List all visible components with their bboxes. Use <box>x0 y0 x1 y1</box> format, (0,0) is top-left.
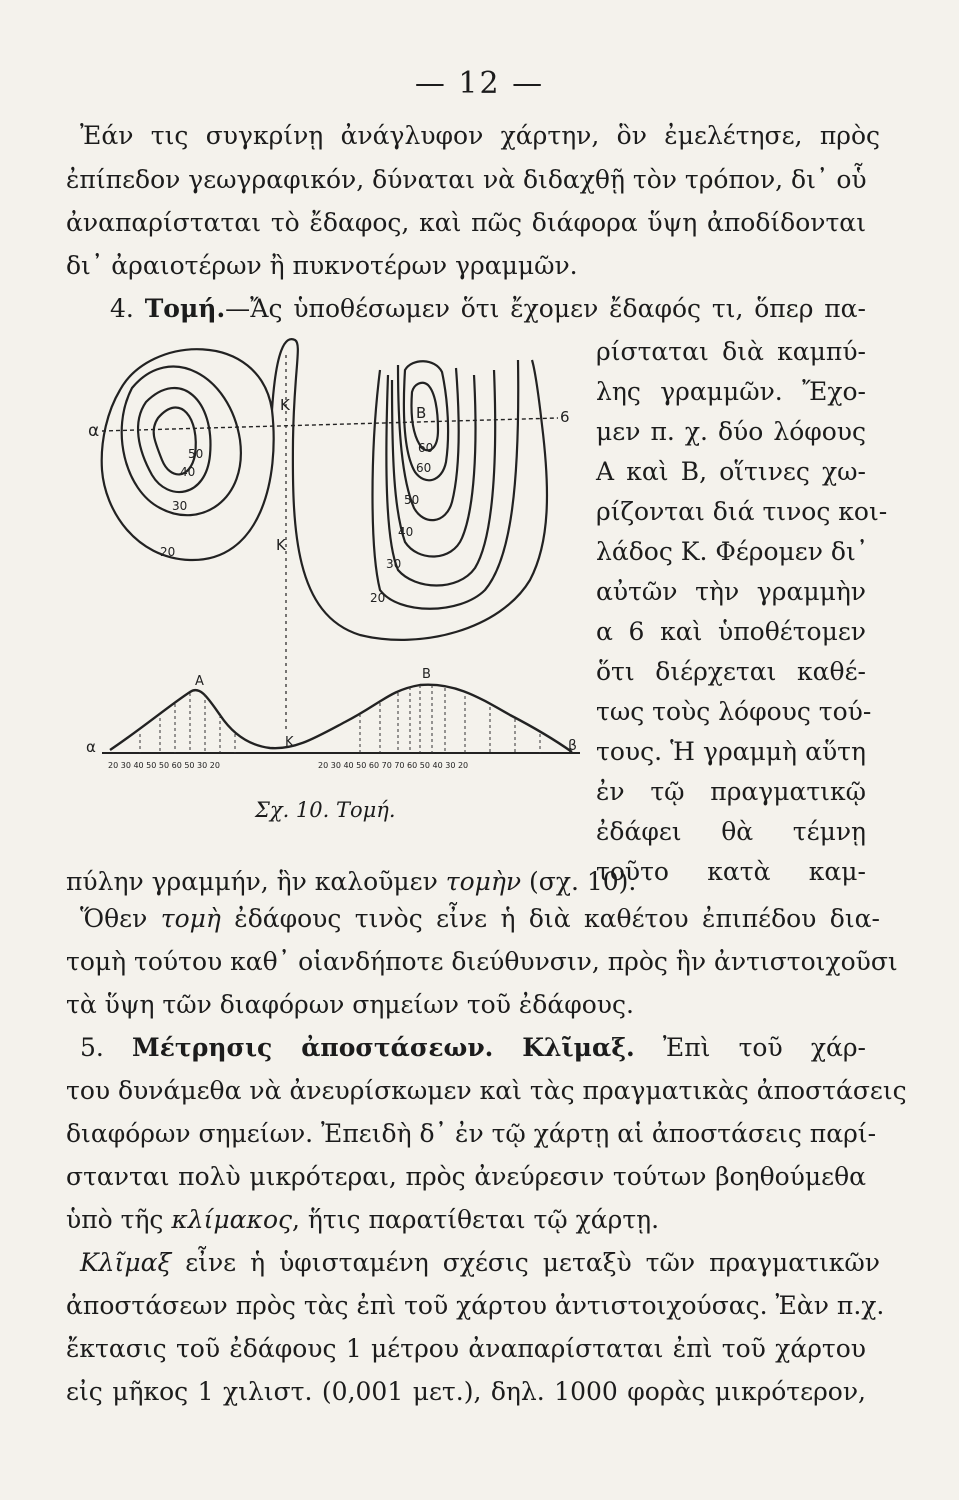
label-b-60b: 60 <box>416 461 432 475</box>
figure-contour-and-profile <box>80 330 590 830</box>
section-4-number: 4. <box>110 294 134 323</box>
section-5-heading <box>80 1030 866 1066</box>
after-fig-line-2-a: Ὅθεν <box>80 904 161 933</box>
figure-caption: Σχ. 10. Τομή. <box>255 798 396 822</box>
right-col-line-14: τοῦτο κατὰ καμ- <box>596 857 866 886</box>
right-col-line-13: ἐδάφει θὰ τέμνῃ <box>596 817 866 846</box>
para1-line-4: δι᾽ ἀραιοτέρων ἢ πυκνοτέρων γραμμῶν. <box>66 251 578 280</box>
page-number: — 12 — <box>414 66 545 101</box>
after-fig-line-3: τομὴ τούτου καθ᾽ οἱανδήποτε διεύθυνσιν, πρὸς ἣν ἀντιστοιχοῦσι <box>66 947 898 976</box>
para1-line-3: ἀναπαρίσταται τὸ ἔδαφος, καὶ πῶς διάφορα ὕψη ἀποδίδονται <box>66 208 866 237</box>
label-b-40: 40 <box>398 525 414 539</box>
section-5-line-3: διαφόρων σημείων. Ἐπειδὴ δ᾽ ἐν τῷ χάρτῃ αἱ ἀποστάσεις παρί- <box>66 1119 877 1148</box>
right-col-line-2: λης γραμμῶν. Ἔχο- <box>596 377 866 406</box>
label-profile-beta: β <box>568 738 577 754</box>
section-5-line-5-b: , ἥτις παρατίθεται τῷ χάρτῃ. <box>292 1205 660 1234</box>
right-col-line-11: τους. Ἡ γραμμὴ αὕτη <box>596 737 866 766</box>
right-col-line-3: μεν π. χ. δύο λόφους <box>596 417 866 446</box>
label-b-50: 50 <box>404 493 420 507</box>
section-5-line-5-a: ὑπὸ τῆς <box>66 1205 172 1234</box>
after-fig-line-2 <box>66 901 880 937</box>
section-5-line-5-term: κλίμακος <box>171 1205 293 1234</box>
right-col-line-8: α 6 καὶ ὑποθέτομεν <box>596 617 866 646</box>
profile-curve <box>110 685 572 752</box>
label-a-30: 30 <box>172 499 188 513</box>
hill-b-contour-30 <box>386 370 495 586</box>
final-para-line-4: εἰς μῆκος 1 χιλιστ. (0,001 μετ.), δηλ. 1000 φορὰς μικρότερον, <box>66 1377 866 1406</box>
after-fig-line-4: τὰ ὕψη τῶν διαφόρων σημείων τοῦ ἐδάφους. <box>66 990 634 1019</box>
label-alpha-top: α <box>88 421 100 441</box>
section-5-line-2: του δυνάμεθα νὰ ἀνευρίσκωμεν καὶ τὰς πραγματικὰς ἀποστάσεις <box>66 1076 907 1105</box>
label-profile-alpha: α <box>86 738 96 756</box>
label-b-20: 20 <box>370 591 386 605</box>
right-col-line-4: Α καὶ Β, οἵτινες χω- <box>596 457 866 486</box>
label-k-bottom: Κ <box>276 536 286 554</box>
section-4-title: Τομή. <box>144 294 226 323</box>
section-5-text: Ἐπὶ τοῦ χάρ- <box>634 1033 866 1062</box>
label-b-30: 30 <box>386 557 402 571</box>
para1-line-1: Ἐάν τις συγκρίνῃ ἀνάγλυφον χάρτην, ὃν ἐμελέτησε, πρὸς <box>80 121 880 150</box>
label-a-40: 40 <box>180 465 196 479</box>
section-5-line-5 <box>66 1202 866 1238</box>
label-beta-top: 6 <box>560 408 570 426</box>
after-fig-line-1-term: τομὴν <box>445 867 522 896</box>
section-5-number: 5. <box>80 1033 104 1062</box>
final-para-term: Κλῖμαξ <box>80 1248 172 1277</box>
right-col-line-1: ρίσταται διὰ καμπύ- <box>596 337 866 366</box>
section-4-heading <box>110 291 866 327</box>
label-a-50: 50 <box>188 447 204 461</box>
right-col-line-9: ὅτι διέρχεται καθέ- <box>596 657 866 686</box>
right-col-line-6: λάδος Κ. Φέρομεν δι᾽ <box>596 537 869 566</box>
right-col-line-7: αὐτῶν τὴν γραμμὴν <box>596 577 866 606</box>
after-fig-line-1-end: (σχ. 10). <box>521 867 637 896</box>
valley-outer-contour <box>272 339 547 640</box>
section-5-title: Μέτρησις ἀποστάσεων. Κλῖμαξ. <box>132 1033 635 1062</box>
profile-ticks-left: 20 30 40 50 50 60 50 30 20 <box>108 761 220 770</box>
label-profile-a: Α <box>195 674 204 689</box>
final-para-line-1 <box>66 1245 880 1281</box>
final-para-line-3: ἔκτασις τοῦ ἐδάφους 1 μέτρου ἀναπαρίσταται ἐπὶ τοῦ χάρτου <box>66 1334 866 1363</box>
hill-a-contour-40 <box>138 388 210 492</box>
final-para-line-1-rest: εἶνε ἡ ὑφισταμένη σχέσις μεταξὺ τῶν πραγματικῶν <box>171 1248 880 1277</box>
label-k-top: Κ <box>280 396 290 414</box>
label-a-20: 20 <box>160 545 176 559</box>
label-profile-k: Κ <box>285 735 294 750</box>
label-b-60a: 60 <box>418 441 434 455</box>
after-fig-line-2-term: τομὴ <box>160 904 221 933</box>
right-col-line-5: ρίζονται διά τινος κοι- <box>596 497 888 526</box>
para1-line-2: ἐπίπεδον γεωγραφικόν, δύναται νὰ διδαχθῇ τὸν τρόπον, δι᾽ οὗ <box>66 165 867 194</box>
final-para-line-2: ἀποστάσεων πρὸς τὰς ἐπὶ τοῦ χάρτου ἀντιστοιχούσας. Ἐὰν π.χ. <box>66 1291 885 1320</box>
label-hill-b: Β <box>416 404 427 422</box>
section-4-text: —Ἄς ὑποθέσωμεν ὅτι ἔχομεν ἔδαφός τι, ὅπερ πα- <box>225 294 866 323</box>
section-5-line-4: στανται πολὺ μικρότεραι, πρὸς ἀνεύρεσιν τούτων βοηθούμεθα <box>66 1162 866 1191</box>
label-profile-b: Β <box>422 667 431 682</box>
profile-ticks-right: 20 30 40 50 60 70 70 60 50 40 30 20 <box>318 761 469 770</box>
section-line <box>102 418 558 431</box>
after-fig-line-2-b: ἐδάφους τινὸς εἶνε ἡ διὰ καθέτου ἐπιπέδου δια- <box>220 904 880 933</box>
right-col-line-10: τως τοὺς λόφους τού- <box>596 697 872 726</box>
right-col-line-12: ἐν τῷ πραγματικῷ <box>596 777 866 806</box>
after-fig-line-1-text: πύλην γραμμήν, ἣν καλοῦμεν <box>66 867 446 896</box>
after-fig-line-1 <box>66 864 637 900</box>
